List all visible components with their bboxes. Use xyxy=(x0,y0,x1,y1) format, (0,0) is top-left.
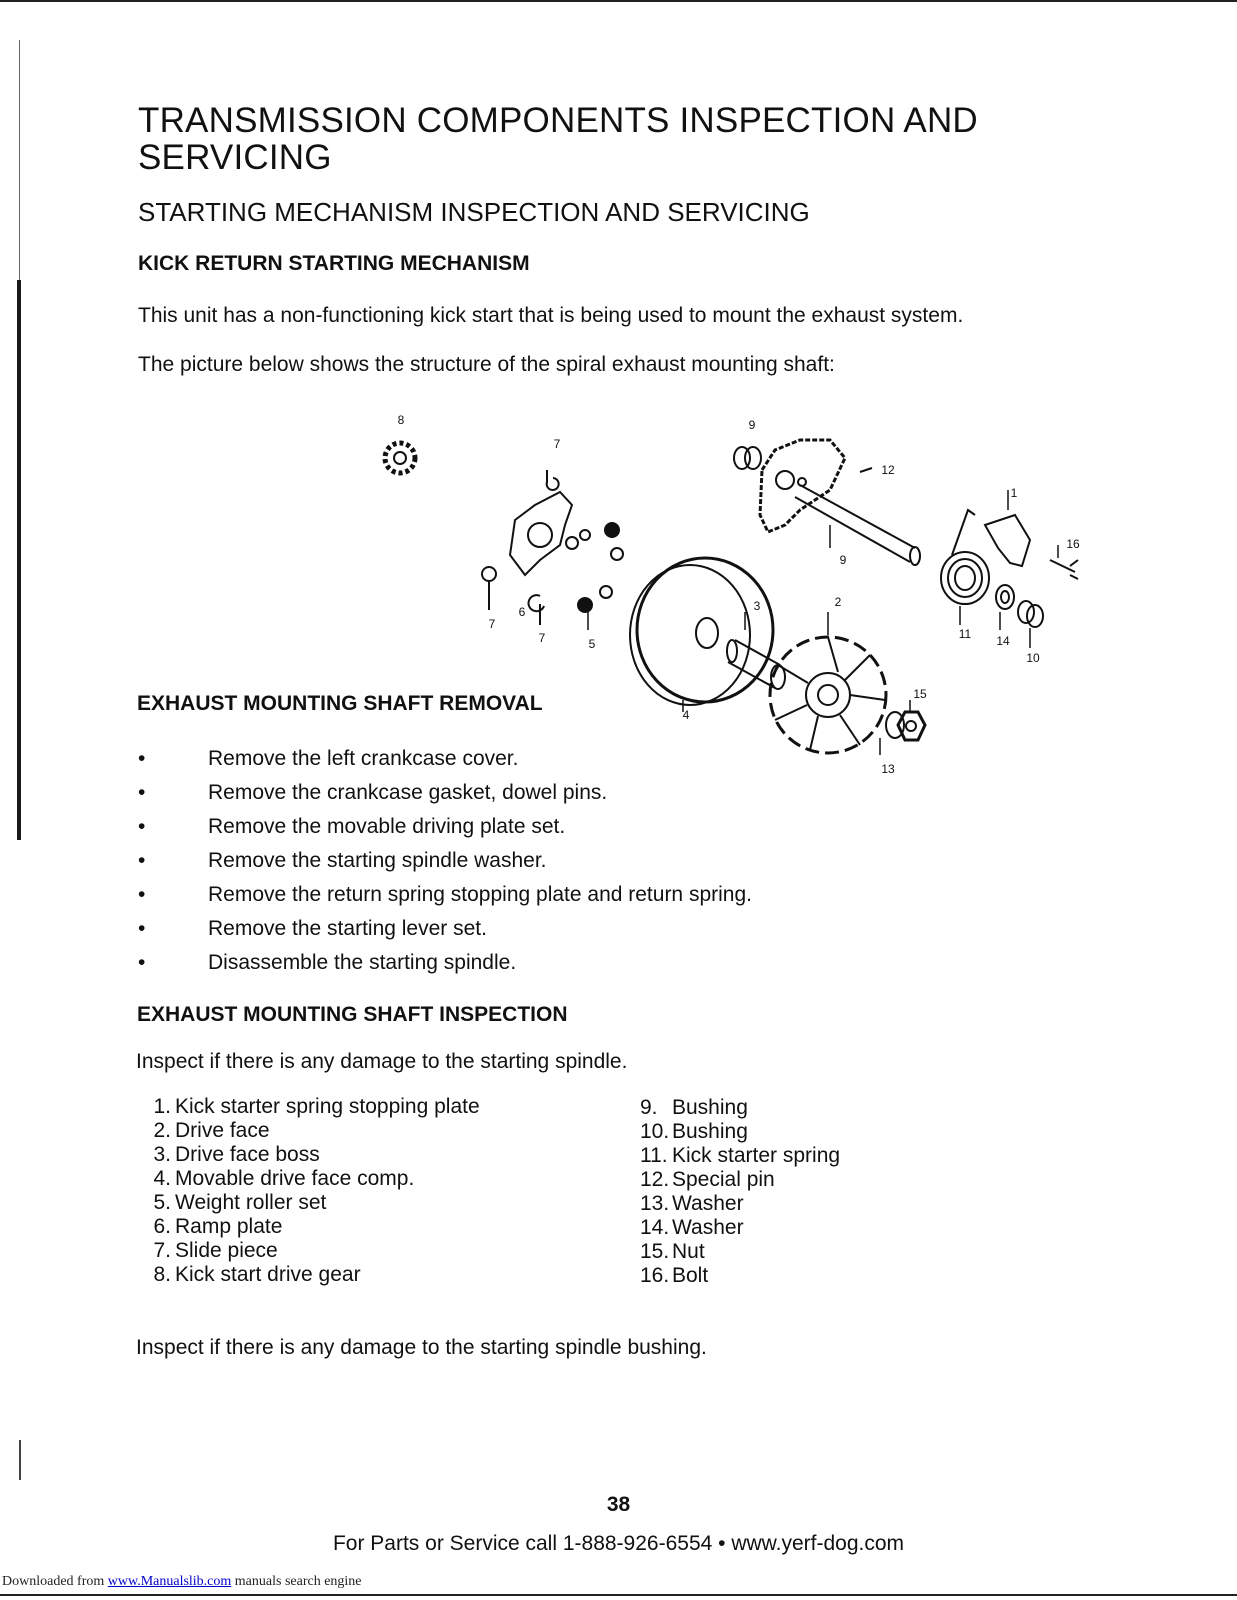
step-text: Remove the return spring stopping plate and return spring. xyxy=(208,883,752,906)
nut-part xyxy=(898,712,925,740)
callout-5: 5 xyxy=(588,637,596,651)
list-item xyxy=(137,1191,480,1215)
list-item xyxy=(137,1119,480,1143)
part-name: Slide piece xyxy=(175,1239,278,1262)
callout-13: 13 xyxy=(881,762,895,776)
callout-7-mid: 7 xyxy=(538,631,546,645)
list-item xyxy=(137,1095,480,1119)
bullet-icon: • xyxy=(138,747,146,770)
part-name: Bushing xyxy=(672,1096,748,1119)
part-number: 9. xyxy=(640,1096,658,1119)
list-item xyxy=(640,1096,840,1120)
bullet-icon: • xyxy=(138,849,146,872)
part-name: Bushing xyxy=(672,1120,748,1143)
exploded-parts-diagram xyxy=(360,405,1080,780)
part-name: Special pin xyxy=(672,1168,775,1191)
bullet-icon: • xyxy=(138,781,146,804)
parts-list-right xyxy=(640,1096,840,1288)
kick-heading: KICK RETURN STARTING MECHANISM xyxy=(138,252,530,275)
callout-2: 2 xyxy=(834,595,842,609)
callout-6: 6 xyxy=(518,605,526,619)
callout-1: 1 xyxy=(1010,486,1018,500)
kick-shaft-part xyxy=(760,440,920,565)
section-title: STARTING MECHANISM INSPECTION AND SERVICING xyxy=(138,197,810,227)
list-item xyxy=(640,1192,840,1216)
list-item xyxy=(137,1215,480,1239)
callout-9: 9 xyxy=(839,553,847,567)
inspection-heading: EXHAUST MOUNTING SHAFT INSPECTION xyxy=(137,1003,568,1026)
part-number: 5. xyxy=(153,1191,171,1214)
callout-10: 10 xyxy=(1026,651,1040,665)
parts-list-left xyxy=(137,1095,480,1287)
list-item xyxy=(137,1239,480,1263)
list-item xyxy=(137,1167,480,1191)
inspection-para-2: Inspect if there is any damage to the starting spindle bushing. xyxy=(136,1336,707,1359)
part-name: Washer xyxy=(672,1192,744,1215)
part-number: 7. xyxy=(153,1239,171,1262)
part-name: Bolt xyxy=(672,1264,709,1287)
list-item xyxy=(137,1143,480,1167)
download-suffix: manuals search engine xyxy=(231,1574,362,1589)
bottom-border xyxy=(0,1594,1237,1596)
part-number: 3. xyxy=(153,1143,171,1166)
part-number: 4. xyxy=(153,1167,171,1190)
part-number: 15. xyxy=(640,1240,670,1263)
part-number: 16. xyxy=(640,1264,670,1287)
part-name: Ramp plate xyxy=(175,1215,283,1238)
callout-11: 11 xyxy=(958,627,972,641)
drive-gear-part xyxy=(385,443,415,473)
bushing-part xyxy=(1018,601,1043,627)
callout-16: 16 xyxy=(1066,537,1080,551)
part-number: 1. xyxy=(153,1095,171,1118)
part-number: 11. xyxy=(640,1144,668,1167)
stopping-plate-part xyxy=(985,515,1030,566)
list-item xyxy=(640,1264,840,1288)
part-number: 10. xyxy=(640,1120,670,1143)
washer-part xyxy=(996,585,1014,609)
step-text: Remove the starting lever set. xyxy=(208,917,487,940)
scan-edge-line xyxy=(19,1440,21,1480)
footer-contact: For Parts or Service call 1-888-926-6554 • www.yerf-dog.com xyxy=(332,1532,905,1555)
callout-4: 4 xyxy=(682,708,690,722)
step-text: Disassemble the starting spindle. xyxy=(208,951,517,974)
ramp-plate-part xyxy=(510,492,572,575)
list-item xyxy=(640,1144,840,1168)
part-name: Drive face xyxy=(175,1119,270,1142)
manualslib-link[interactable]: www.Manualslib.com xyxy=(107,1574,232,1589)
part-number: 8. xyxy=(153,1263,171,1286)
bolt-part xyxy=(1050,560,1078,579)
callout-9-top: 9 xyxy=(748,418,756,432)
callout-12: 12 xyxy=(881,463,895,477)
part-name: Movable drive face comp. xyxy=(175,1167,415,1190)
part-name: Drive face boss xyxy=(175,1143,320,1166)
step-text: Remove the starting spindle washer. xyxy=(208,849,547,872)
part-name: Washer xyxy=(672,1216,744,1239)
part-number: 2. xyxy=(153,1119,171,1142)
page-title: TRANSMISSION COMPONENTS INSPECTION AND SERVICING xyxy=(138,101,978,177)
callout-8: 8 xyxy=(397,413,405,427)
download-prefix: Downloaded from xyxy=(2,1574,108,1589)
list-item xyxy=(640,1168,840,1192)
bullet-icon: • xyxy=(138,951,146,974)
part-number: 13. xyxy=(640,1192,670,1215)
download-banner xyxy=(2,1574,362,1590)
part-name: Kick starter spring xyxy=(672,1144,841,1167)
weight-rollers-part xyxy=(566,523,623,612)
callout-14: 14 xyxy=(996,634,1010,648)
movable-drive-face-part xyxy=(630,558,773,705)
kick-para-1: This unit has a non-functioning kick start that is being used to mount the exhaust system. xyxy=(138,304,964,327)
bullet-icon: • xyxy=(138,917,146,940)
part-number: 12. xyxy=(640,1168,670,1191)
kick-para-2: The picture below shows the structure of the spiral exhaust mounting shaft: xyxy=(138,353,835,376)
scan-edge-line xyxy=(19,40,20,280)
part-number: 6. xyxy=(153,1215,171,1238)
part-name: Weight roller set xyxy=(175,1191,327,1214)
removal-heading: EXHAUST MOUNTING SHAFT REMOVAL xyxy=(137,692,543,715)
kick-spring-part xyxy=(941,510,989,604)
step-text: Remove the movable driving plate set. xyxy=(208,815,566,838)
list-item xyxy=(640,1240,840,1264)
step-text: Remove the left crankcase cover. xyxy=(208,747,519,770)
list-item xyxy=(640,1120,840,1144)
bushing-part xyxy=(734,447,761,469)
part-name: Kick starter spring stopping plate xyxy=(175,1095,480,1118)
part-number: 14. xyxy=(640,1216,670,1239)
callout-15: 15 xyxy=(913,687,927,701)
special-pin-part xyxy=(860,468,872,472)
inspection-para-1: Inspect if there is any damage to the starting spindle. xyxy=(136,1050,628,1073)
drive-face-part xyxy=(770,637,886,753)
part-name: Kick start drive gear xyxy=(175,1263,361,1286)
bullet-icon: • xyxy=(138,815,146,838)
page-number: 38 xyxy=(606,1493,631,1516)
list-item xyxy=(137,1263,480,1287)
list-item xyxy=(640,1216,840,1240)
step-text: Remove the crankcase gasket, dowel pins. xyxy=(208,781,608,804)
bullet-icon: • xyxy=(138,883,146,906)
callout-7-left: 7 xyxy=(488,617,496,631)
callout-3: 3 xyxy=(753,599,761,613)
slide-piece-part xyxy=(547,470,559,490)
top-border xyxy=(0,0,1237,2)
scan-edge-mark xyxy=(17,280,21,840)
part-name: Nut xyxy=(672,1240,705,1263)
callout-7-top: 7 xyxy=(553,437,561,451)
